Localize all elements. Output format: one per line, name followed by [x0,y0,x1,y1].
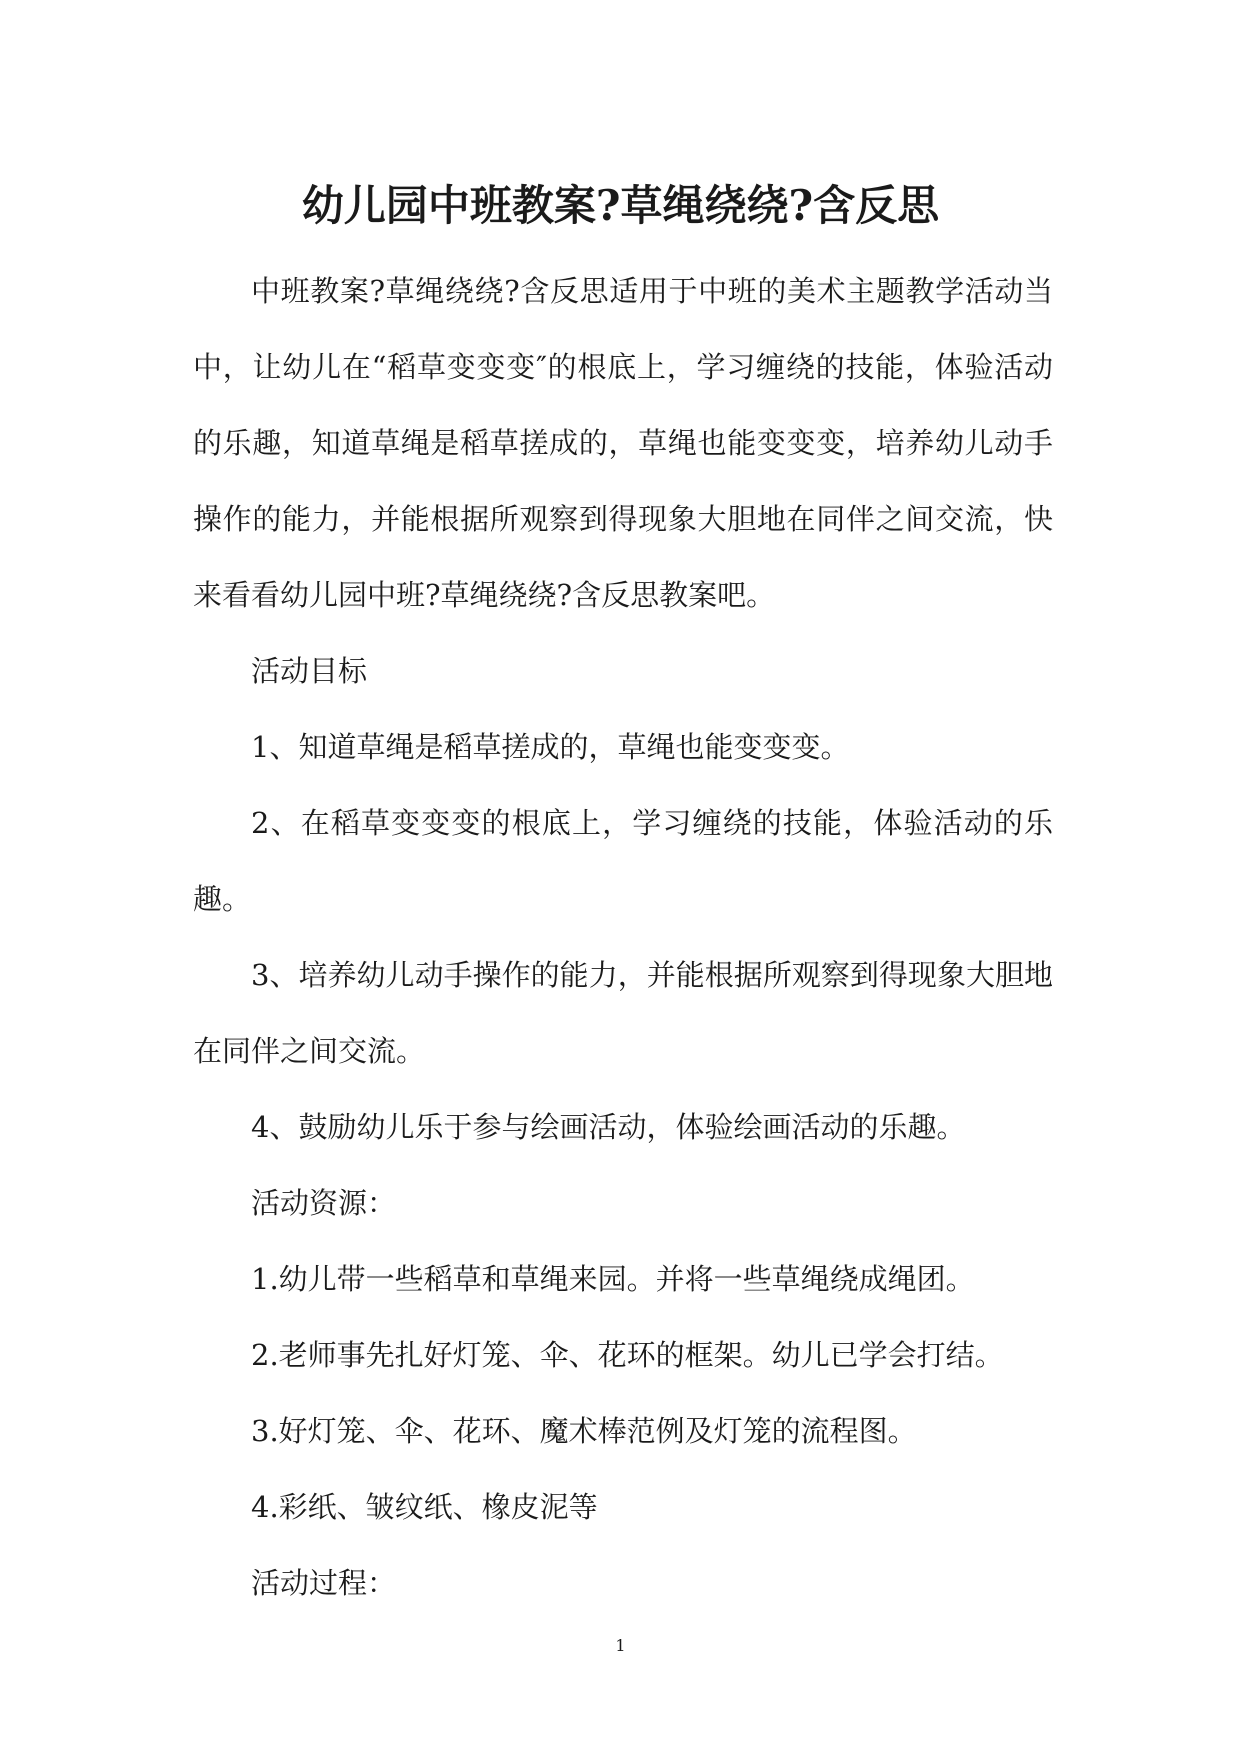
goal-item-2: 2、在稻草变变变的根底上，学习缠绕的技能，体验活动的乐趣。 [193,806,1053,916]
intro-paragraph: 中班教案?草绳绕绕?含反思适用于中班的美术主题教学活动当中，让幼儿在“稻草变变变″的根底上，学习缠绕的技能，体验活动的乐趣，知道草绳是稻草搓成的，草绳也能变变变，培养幼儿动手操作的能力，并能根据所观察到得现象大胆地在同伴之间交流，快来看看幼儿园中班?草绳绕绕?含反思教案吧。 [193,274,1053,612]
section-heading-goals: 活动目标 [251,654,368,688]
goal-item-3: 3、培养幼儿动手操作的能力，并能根据所观察到得现象大胆地在同伴之间交流。 [193,958,1053,1068]
resource-item-3: 3.好灯笼、伞、花环、魔术棒范例及灯笼的流程图。 [251,1414,917,1448]
resource-item-2: 2.老师事先扎好灯笼、伞、花环的框架。幼儿已学会打结。 [251,1338,1004,1372]
goal-item-4: 4、鼓励幼儿乐于参与绘画活动，体验绘画活动的乐趣。 [251,1110,966,1144]
resource-item-1: 1.幼儿带一些稻草和草绳来园。并将一些草绳绕成绳团。 [251,1262,975,1296]
section-heading-process: 活动过程： [251,1566,397,1600]
goal-item-1: 1、知道草绳是稻草搓成的，草绳也能变变变。 [251,730,850,764]
resource-item-4: 4.彩纸、皱纹纸、橡皮泥等 [251,1490,598,1524]
page-number: 1 [615,1636,626,1655]
document-body [193,253,1053,1621]
document-title: 幼儿园中班教案?草绳绕绕?含反思 [301,181,940,231]
section-heading-resources: 活动资源： [251,1186,397,1220]
